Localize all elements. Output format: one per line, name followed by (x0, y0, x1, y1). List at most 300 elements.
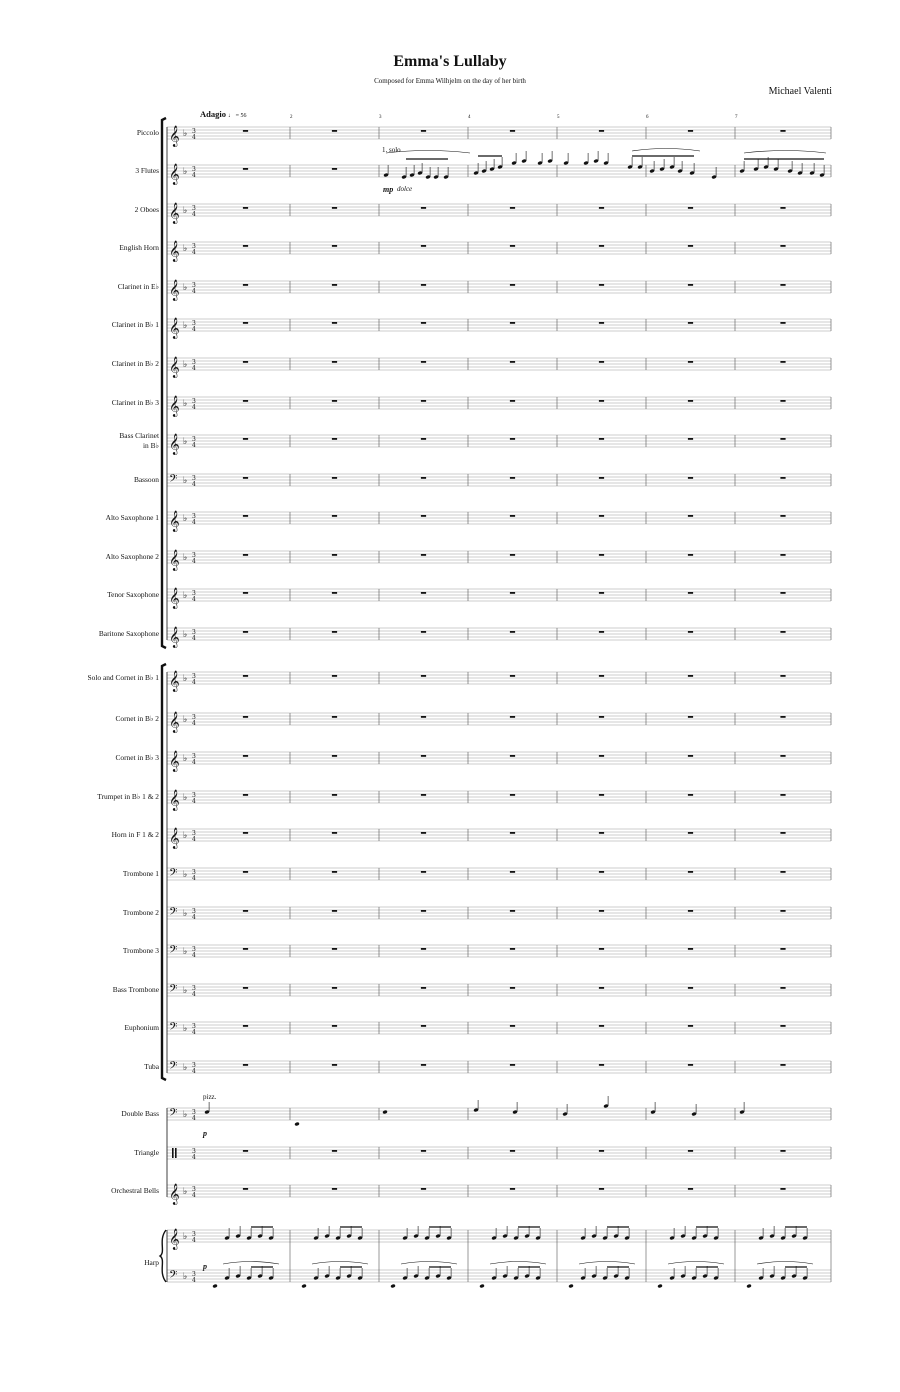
time-signature-den: 4 (192, 991, 196, 998)
whole-rest (688, 1150, 693, 1152)
time-signature-num: 3 (192, 1231, 196, 1238)
time-signature-den: 4 (192, 326, 196, 333)
measure-number: 6 (646, 115, 649, 120)
harp-bass-note (301, 1284, 306, 1289)
harp-bass-note (657, 1284, 662, 1289)
whole-rest (243, 592, 248, 594)
key-signature-flat-icon: ♭ (183, 360, 188, 370)
whole-rest (243, 755, 248, 757)
time-signature-num: 3 (192, 673, 196, 680)
whole-rest (688, 910, 693, 912)
whole-rest (332, 910, 337, 912)
whole-rest (780, 477, 785, 479)
treble-clef-icon: 𝄞 (169, 434, 180, 455)
time-signature-den: 4 (192, 798, 196, 805)
whole-rest (688, 716, 693, 718)
instrument-name: Horn in F 1 & 2 (111, 830, 159, 839)
whole-rest (688, 1025, 693, 1027)
whole-rest (780, 284, 785, 286)
key-signature-flat-icon: ♭ (183, 1272, 188, 1282)
time-signature-den: 4 (192, 1277, 196, 1284)
whole-rest (599, 361, 604, 363)
harp-bass-note (746, 1284, 751, 1289)
instrument-name: Bass Clarinet (119, 431, 159, 440)
whole-rest (510, 554, 515, 556)
whole-rest (780, 716, 785, 718)
time-signature-den: 4 (192, 836, 196, 843)
whole-rest (243, 245, 248, 247)
whole-rest (243, 477, 248, 479)
bass-clef-icon: 𝄢 (169, 473, 178, 488)
instrument-name: Solo and Cornet in B♭ 1 (87, 673, 159, 682)
whole-rest (510, 361, 515, 363)
whole-rest (510, 207, 515, 209)
instrument-name: Bassoon (133, 475, 159, 484)
key-signature-flat-icon: ♭ (183, 476, 188, 486)
whole-rest (332, 832, 337, 834)
whole-rest (421, 1188, 426, 1190)
time-signature-den: 4 (192, 249, 196, 256)
percussion-clef-icon (172, 1148, 174, 1158)
time-signature-num: 3 (192, 1271, 196, 1278)
percussion-clef-icon (175, 1148, 177, 1158)
time-signature-num: 3 (192, 1148, 196, 1155)
whole-rest (688, 477, 693, 479)
whole-rest (421, 438, 426, 440)
whole-rest (421, 871, 426, 873)
bass-clef-icon: 𝄢 (169, 1107, 178, 1122)
measure-number: 3 (379, 115, 382, 120)
whole-rest (599, 1150, 604, 1152)
whole-rest (599, 910, 604, 912)
time-signature-num: 3 (192, 946, 196, 953)
treble-clef-icon: 𝄞 (169, 550, 180, 571)
whole-rest (243, 130, 248, 132)
time-signature-num: 3 (192, 830, 196, 837)
woodwind-bracket (162, 118, 166, 648)
harp-slur (490, 1262, 546, 1265)
whole-rest (421, 284, 426, 286)
whole-rest (688, 832, 693, 834)
time-signature-num: 3 (192, 792, 196, 799)
treble-clef-icon: 𝄞 (169, 1184, 180, 1205)
whole-rest (243, 284, 248, 286)
whole-rest (243, 400, 248, 402)
whole-rest (243, 832, 248, 834)
time-signature-den: 4 (192, 952, 196, 959)
whole-rest (510, 245, 515, 247)
composer-name: Michael Valenti (768, 86, 832, 97)
key-signature-flat-icon: ♭ (183, 909, 188, 919)
whole-rest (332, 245, 337, 247)
time-signature-den: 4 (192, 442, 196, 449)
time-signature-num: 3 (192, 398, 196, 405)
whole-rest (332, 871, 337, 873)
whole-rest (510, 794, 515, 796)
harp-bass-note (479, 1284, 484, 1289)
whole-rest (332, 675, 337, 677)
whole-rest (599, 130, 604, 132)
whole-rest (510, 910, 515, 912)
key-signature-flat-icon: ♭ (183, 754, 188, 764)
time-signature-num: 3 (192, 166, 196, 173)
instrument-name: Harp (144, 1258, 159, 1267)
treble-clef-icon: 𝄞 (169, 318, 180, 339)
whole-rest (510, 675, 515, 677)
harp-slur (579, 1262, 635, 1265)
time-signature-num: 3 (192, 714, 196, 721)
measure-number: 4 (468, 115, 471, 120)
whole-rest (332, 207, 337, 209)
whole-rest (332, 987, 337, 989)
whole-rest (688, 284, 693, 286)
time-signature-num: 3 (192, 590, 196, 597)
treble-clef-icon: 𝄞 (169, 712, 180, 733)
whole-rest (599, 1025, 604, 1027)
instrument-name: Clarinet in B♭ 1 (111, 320, 159, 329)
whole-rest (688, 675, 693, 677)
whole-rest (510, 1150, 515, 1152)
whole-rest (780, 871, 785, 873)
time-signature-den: 4 (192, 519, 196, 526)
whole-rest (780, 1064, 785, 1066)
whole-rest (243, 1188, 248, 1190)
time-signature-den: 4 (192, 365, 196, 372)
whole-rest (780, 361, 785, 363)
whole-rest (780, 592, 785, 594)
whole-rest (332, 168, 337, 170)
time-signature-den: 4 (192, 635, 196, 642)
whole-rest (780, 755, 785, 757)
treble-clef-icon: 𝄞 (169, 164, 180, 185)
time-signature-num: 3 (192, 869, 196, 876)
time-signature-num: 3 (192, 243, 196, 250)
treble-clef-icon: 𝄞 (169, 588, 180, 609)
instrument-name: Alto Saxophone 1 (105, 513, 159, 522)
flute-slur (632, 149, 700, 152)
whole-rest (599, 755, 604, 757)
measure-number: 7 (735, 115, 738, 120)
instrument-name: Tuba (144, 1062, 159, 1071)
whole-rest (421, 554, 426, 556)
whole-rest (421, 1025, 426, 1027)
whole-rest (780, 675, 785, 677)
whole-rest (688, 400, 693, 402)
whole-rest (421, 477, 426, 479)
whole-rest (599, 400, 604, 402)
key-signature-flat-icon: ♭ (183, 1063, 188, 1073)
whole-rest (688, 554, 693, 556)
whole-rest (243, 438, 248, 440)
whole-rest (688, 438, 693, 440)
instrument-name: Bass Trombone (112, 985, 159, 994)
whole-rest (332, 361, 337, 363)
whole-rest (510, 1025, 515, 1027)
whole-rest (780, 1188, 785, 1190)
whole-rest (599, 716, 604, 718)
time-signature-num: 3 (192, 475, 196, 482)
whole-rest (510, 716, 515, 718)
harp-bass-note (212, 1284, 217, 1289)
measure-number: 2 (290, 115, 293, 120)
whole-rest (243, 871, 248, 873)
instrument-name: Clarinet in B♭ 3 (111, 398, 159, 407)
key-signature-flat-icon: ♭ (183, 831, 188, 841)
time-signature-num: 3 (192, 436, 196, 443)
whole-rest (510, 948, 515, 950)
whole-rest (332, 554, 337, 556)
whole-rest (688, 322, 693, 324)
time-signature-den: 4 (192, 759, 196, 766)
time-signature-num: 3 (192, 1062, 196, 1069)
whole-rest (780, 910, 785, 912)
time-signature-den: 4 (192, 1192, 196, 1199)
instrument-name: Triangle (134, 1148, 159, 1157)
whole-rest (421, 1150, 426, 1152)
whole-rest (510, 284, 515, 286)
treble-clef-icon: 𝄞 (169, 790, 180, 811)
whole-rest (421, 130, 426, 132)
whole-rest (599, 987, 604, 989)
instrument-name: Clarinet in B♭ 2 (111, 359, 159, 368)
time-signature-den: 4 (192, 1237, 196, 1244)
whole-rest (780, 322, 785, 324)
key-signature-flat-icon: ♭ (183, 321, 188, 331)
whole-rest (688, 1188, 693, 1190)
harp-bass-note (390, 1284, 395, 1289)
instrument-name: English Horn (119, 243, 159, 252)
whole-rest (688, 245, 693, 247)
harp-slur (668, 1262, 724, 1265)
key-signature-flat-icon: ♭ (183, 1187, 188, 1197)
bass-note (294, 1122, 299, 1127)
whole-rest (599, 794, 604, 796)
flute-expression: dolce (397, 185, 413, 193)
whole-rest (332, 400, 337, 402)
whole-rest (332, 794, 337, 796)
whole-rest (780, 948, 785, 950)
harp-dynamic: p (203, 1262, 207, 1271)
treble-clef-icon: 𝄞 (169, 627, 180, 648)
whole-rest (688, 631, 693, 633)
whole-rest (421, 361, 426, 363)
key-signature-flat-icon: ♭ (183, 206, 188, 216)
whole-rest (510, 631, 515, 633)
time-signature-den: 4 (192, 288, 196, 295)
whole-rest (421, 207, 426, 209)
whole-rest (243, 794, 248, 796)
bass-clef-icon: 𝄢 (169, 1021, 178, 1036)
whole-rest (599, 245, 604, 247)
whole-rest (243, 910, 248, 912)
whole-rest (780, 438, 785, 440)
whole-rest (243, 554, 248, 556)
time-signature-num: 3 (192, 1023, 196, 1030)
instrument-name: Trombone 2 (122, 908, 159, 917)
whole-rest (599, 554, 604, 556)
whole-rest (599, 207, 604, 209)
instrument-name: Cornet in B♭ 2 (115, 714, 159, 723)
treble-clef-icon: 𝄞 (169, 828, 180, 849)
bass-clef-icon: 𝄢 (169, 1060, 178, 1075)
time-signature-den: 4 (192, 720, 196, 727)
whole-rest (780, 987, 785, 989)
harp-slur (757, 1262, 813, 1265)
key-signature-flat-icon: ♭ (183, 591, 188, 601)
whole-rest (599, 631, 604, 633)
whole-rest (780, 832, 785, 834)
whole-rest (421, 832, 426, 834)
flute-dynamic: mp (383, 185, 394, 194)
bass-dynamic: p (203, 1129, 207, 1138)
treble-clef-icon: 𝄞 (169, 396, 180, 417)
whole-rest (510, 755, 515, 757)
whole-rest (510, 592, 515, 594)
instrument-name: Trumpet in B♭ 1 & 2 (97, 792, 159, 801)
flute-slur (386, 151, 470, 154)
whole-rest (332, 948, 337, 950)
score-subtitle: Composed for Emma Wilhjelm on the day of her birth (374, 77, 526, 85)
bass-clef-icon: 𝄢 (169, 906, 178, 921)
harp-slur (223, 1262, 279, 1265)
time-signature-den: 4 (192, 1068, 196, 1075)
whole-rest (688, 987, 693, 989)
bass-clef-icon: 𝄢 (169, 1269, 178, 1284)
time-signature-num: 3 (192, 629, 196, 636)
instrument-name: 3 Flutes (135, 166, 159, 175)
key-signature-flat-icon: ♭ (183, 947, 188, 957)
bass-note (382, 1110, 387, 1115)
whole-rest (688, 130, 693, 132)
treble-clef-icon: 𝄞 (169, 280, 180, 301)
score-title: Emma's Lullaby (393, 53, 507, 70)
whole-rest (421, 987, 426, 989)
instrument-name: Clarinet in E♭ (117, 282, 159, 291)
whole-rest (332, 755, 337, 757)
harp-slur (312, 1262, 368, 1265)
key-signature-flat-icon: ♭ (183, 244, 188, 254)
pizz-marking: pizz. (203, 1093, 217, 1101)
whole-rest (599, 948, 604, 950)
whole-rest (599, 1188, 604, 1190)
whole-rest (688, 948, 693, 950)
whole-rest (332, 322, 337, 324)
time-signature-num: 3 (192, 513, 196, 520)
whole-rest (510, 832, 515, 834)
whole-rest (421, 910, 426, 912)
treble-clef-icon: 𝄞 (169, 1229, 180, 1250)
key-signature-flat-icon: ♭ (183, 715, 188, 725)
bass-clef-icon: 𝄢 (169, 983, 178, 998)
bass-clef-icon: 𝄢 (169, 944, 178, 959)
tempo-text: Adagio (200, 109, 226, 119)
whole-rest (599, 284, 604, 286)
whole-rest (421, 1064, 426, 1066)
time-signature-den: 4 (192, 558, 196, 565)
instrument-name: Alto Saxophone 2 (105, 552, 159, 561)
whole-rest (599, 438, 604, 440)
whole-rest (421, 322, 426, 324)
whole-rest (688, 592, 693, 594)
time-signature-den: 4 (192, 1154, 196, 1161)
measure-number: 5 (557, 115, 560, 120)
whole-rest (421, 716, 426, 718)
whole-rest (510, 987, 515, 989)
whole-rest (421, 755, 426, 757)
whole-rest (421, 400, 426, 402)
whole-rest (243, 515, 248, 517)
whole-rest (243, 361, 248, 363)
whole-rest (243, 716, 248, 718)
time-signature-den: 4 (192, 596, 196, 603)
whole-rest (780, 554, 785, 556)
whole-rest (421, 245, 426, 247)
whole-rest (599, 515, 604, 517)
instrument-name: Tenor Saxophone (107, 590, 159, 599)
time-signature-num: 3 (192, 282, 196, 289)
whole-rest (421, 592, 426, 594)
key-signature-flat-icon: ♭ (183, 793, 188, 803)
solo-marking: 1. solo (382, 146, 401, 154)
whole-rest (332, 1064, 337, 1066)
time-signature-num: 3 (192, 985, 196, 992)
whole-rest (510, 1188, 515, 1190)
whole-rest (510, 515, 515, 517)
whole-rest (688, 515, 693, 517)
treble-clef-icon: 𝄞 (169, 126, 180, 147)
time-signature-den: 4 (192, 211, 196, 218)
time-signature-num: 3 (192, 359, 196, 366)
whole-rest (780, 207, 785, 209)
time-signature-den: 4 (192, 1115, 196, 1122)
whole-rest (510, 322, 515, 324)
whole-rest (780, 1025, 785, 1027)
time-signature-num: 3 (192, 205, 196, 212)
bass-clef-icon: 𝄢 (169, 867, 178, 882)
whole-rest (243, 207, 248, 209)
key-signature-flat-icon: ♭ (183, 437, 188, 447)
time-signature-den: 4 (192, 679, 196, 686)
whole-rest (332, 477, 337, 479)
whole-rest (688, 755, 693, 757)
whole-rest (688, 794, 693, 796)
treble-clef-icon: 𝄞 (169, 751, 180, 772)
whole-rest (243, 322, 248, 324)
whole-rest (332, 284, 337, 286)
whole-rest (243, 168, 248, 170)
whole-rest (243, 675, 248, 677)
key-signature-flat-icon: ♭ (183, 1232, 188, 1242)
time-signature-num: 3 (192, 128, 196, 135)
whole-rest (780, 631, 785, 633)
whole-rest (510, 438, 515, 440)
whole-rest (332, 1025, 337, 1027)
instrument-name: Euphonium (124, 1023, 159, 1032)
whole-rest (688, 1064, 693, 1066)
time-signature-den: 4 (192, 1029, 196, 1036)
whole-rest (421, 515, 426, 517)
whole-rest (243, 1150, 248, 1152)
instrument-name: Trombone 3 (122, 946, 159, 955)
whole-rest (332, 1188, 337, 1190)
time-signature-num: 3 (192, 1186, 196, 1193)
whole-rest (243, 948, 248, 950)
instrument-name: Double Bass (121, 1109, 159, 1118)
flute-slur (744, 151, 826, 154)
time-signature-den: 4 (192, 404, 196, 411)
key-signature-flat-icon: ♭ (183, 986, 188, 996)
whole-rest (688, 871, 693, 873)
